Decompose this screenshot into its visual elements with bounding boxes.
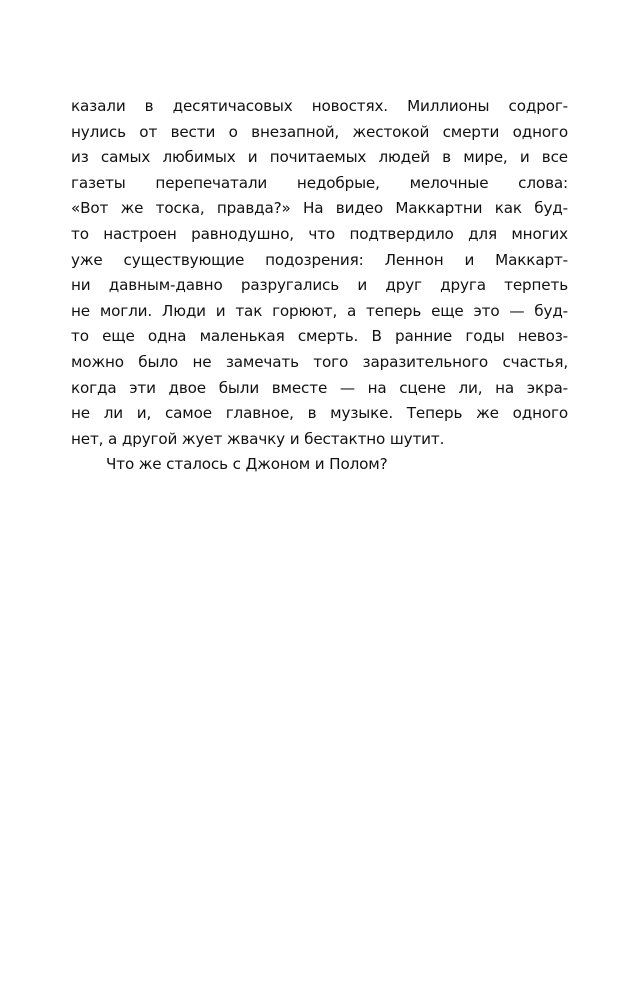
text-line: нет, а другой жует жвачку и бестактно шутит. bbox=[71, 429, 445, 448]
text-line: не могли. Люди и так горюют, а теперь еще это — буд- bbox=[71, 301, 568, 320]
text-line: ни давным-давно разругались и друг друга терпеть bbox=[71, 276, 568, 295]
text-line: не ли и, самое главное, в музыке. Теперь же одного bbox=[71, 404, 568, 423]
text-line: то настроен равнодушно, что подтвердило для многих bbox=[71, 224, 568, 243]
text-line: Что же сталось с Джоном и Полом? bbox=[106, 455, 388, 474]
paragraph bbox=[71, 452, 568, 478]
text-line: казали в десятичасовых новостях. Миллионы содрог- bbox=[71, 97, 568, 115]
text-line: можно было не замечать того заразительного счастья, bbox=[71, 352, 568, 371]
text-line: нулись от вести о внезапной, жестокой смерти одного bbox=[71, 122, 568, 141]
text-line: «Вот же тоска, правда?» На видео Маккартни как буд- bbox=[71, 199, 568, 218]
text-line: из самых любимых и почитаемых людей в мире, и все bbox=[71, 148, 568, 167]
paragraph bbox=[71, 94, 568, 452]
text-line: уже существующие подозрения: Леннон и Маккарт- bbox=[71, 250, 568, 269]
body-text bbox=[71, 94, 568, 478]
text-line: газеты перепечатали недобрые, мелочные слова: bbox=[71, 173, 568, 192]
text-line: когда эти двое были вместе — на сцене ли, на экра- bbox=[71, 378, 568, 397]
text-line: то еще одна маленькая смерть. В ранние годы невоз- bbox=[71, 327, 568, 346]
